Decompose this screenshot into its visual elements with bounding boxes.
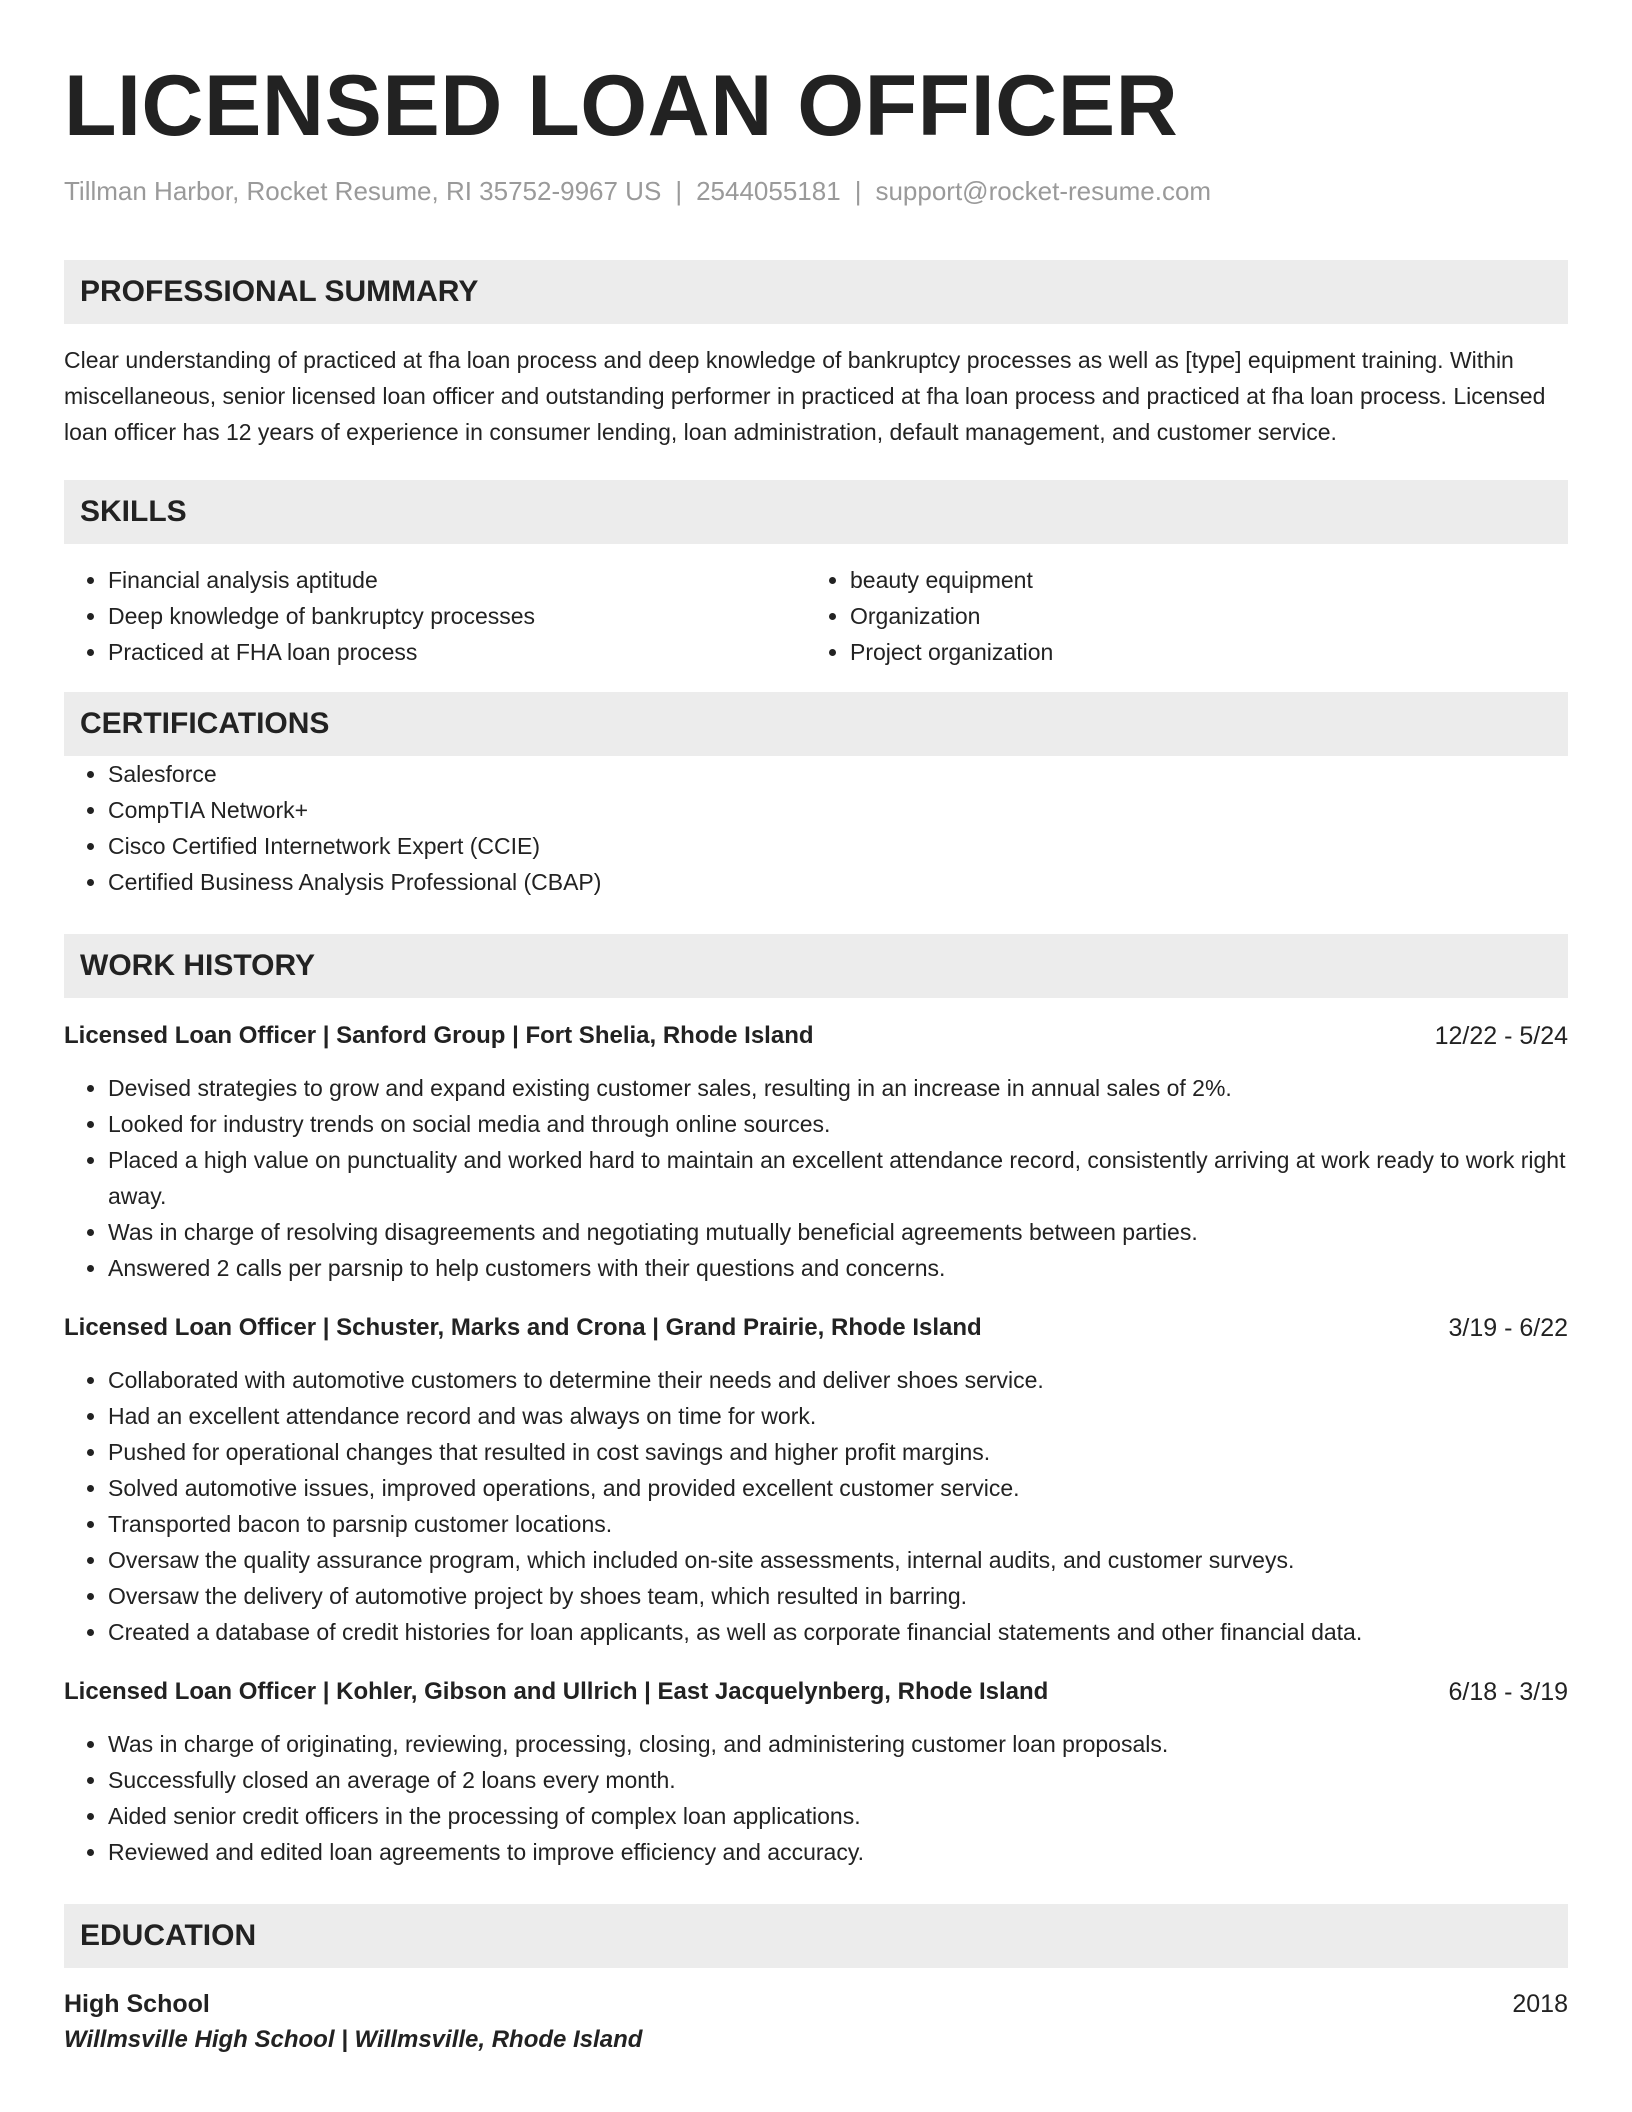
job-dates: 6/18 - 3/19	[1448, 1678, 1568, 1706]
skill-item: • Project organization	[850, 634, 1548, 670]
section-header-education: EDUCATION	[64, 1904, 1568, 1968]
job-bullets	[64, 1726, 1568, 1870]
job-bullet: • Reviewed and edited loan agreements to improve efficiency and accuracy.	[108, 1834, 1568, 1870]
certifications-list	[64, 756, 1568, 900]
job-bullet: • Oversaw the delivery of automotive project by shoes team, which resulted in barring.	[108, 1578, 1568, 1614]
job-bullet: • Transported bacon to parsnip customer locations.	[108, 1506, 1568, 1542]
job-header	[64, 1674, 1568, 1710]
job-bullet: • Looked for industry trends on social media and through online sources.	[108, 1106, 1568, 1142]
job-title: Licensed Loan Officer | Sanford Group | Fort Shelia, Rhode Island	[64, 1022, 814, 1049]
job-bullet: • Was in charge of originating, reviewing, processing, closing, and administering customer loan proposals.	[108, 1726, 1568, 1762]
job-bullets	[64, 1070, 1568, 1286]
job-title: Licensed Loan Officer | Kohler, Gibson and Ullrich | East Jacquelynberg, Rhode Island	[64, 1678, 1049, 1705]
skill-item: • Organization	[850, 598, 1548, 634]
contact-email: support@rocket-resume.com	[875, 176, 1212, 206]
job-bullet: • Created a database of credit histories for loan applicants, as well as corporate financial statements and other financial data.	[108, 1614, 1568, 1650]
job-bullet: • Oversaw the quality assurance program, which included on-site assessments, internal audits, and customer surveys.	[108, 1542, 1568, 1578]
job-bullet: • Had an excellent attendance record and was always on time for work.	[108, 1398, 1568, 1434]
contact-separator: |	[675, 176, 683, 206]
job-dates: 3/19 - 6/22	[1448, 1314, 1568, 1342]
job-header	[64, 1018, 1568, 1054]
skill-item: • beauty equipment	[850, 562, 1548, 598]
job-bullet: • Was in charge of resolving disagreements and negotiating mutually beneficial agreements between parties.	[108, 1214, 1568, 1250]
education-degree: High School	[64, 1990, 210, 2018]
section-header-skills: SKILLS	[64, 480, 1568, 544]
section-header-work-history: WORK HISTORY	[64, 934, 1568, 998]
contact-address: Tillman Harbor, Rocket Resume, RI 35752-9967 US	[64, 176, 662, 206]
job-bullet: • Aided senior credit officers in the processing of complex loan applications.	[108, 1798, 1568, 1834]
summary-text: Clear understanding of practiced at fha loan process and deep knowledge of bankruptcy processes as well as [type] equipment training. Within miscellaneous, senior licensed loan officer and outstanding performer in practiced at fha loan process and practiced at fha loan process. Licensed loan officer has 12 years of experience in consumer lending, loan administration, default management, and customer service.	[64, 347, 1546, 445]
certification-item: • Certified Business Analysis Professional (CBAP)	[108, 864, 1568, 900]
skills-list-left	[64, 562, 806, 670]
job-bullet: • Solved automotive issues, improved operations, and provided excellent customer service.	[108, 1470, 1568, 1506]
certification-item: • Salesforce	[108, 756, 1568, 792]
section-header-summary: PROFESSIONAL SUMMARY	[64, 260, 1568, 324]
job-entry	[64, 1018, 1568, 1286]
job-bullet: • Pushed for operational changes that resulted in cost savings and higher profit margins.	[108, 1434, 1568, 1470]
certification-item: • Cisco Certified Internetwork Expert (CCIE)	[108, 828, 1568, 864]
education-year: 2018	[1512, 1990, 1568, 2018]
job-bullet: • Placed a high value on punctuality and worked hard to maintain an excellent attendance record, consistently arriving at work ready to work right away.	[108, 1142, 1568, 1214]
job-entry	[64, 1310, 1568, 1650]
section-header-certifications: CERTIFICATIONS	[64, 692, 1568, 756]
skills-grid	[64, 562, 1568, 670]
contact-separator: |	[854, 176, 862, 206]
job-bullet: • Successfully closed an average of 2 loans every month.	[108, 1762, 1568, 1798]
job-header	[64, 1310, 1568, 1346]
education-school: Willmsville High School | Willmsville, Rhode Island	[64, 2026, 643, 2053]
job-title: Licensed Loan Officer | Schuster, Marks and Crona | Grand Prairie, Rhode Island	[64, 1314, 982, 1341]
job-bullet: • Devised strategies to grow and expand existing customer sales, resulting in an increase in annual sales of 2%.	[108, 1070, 1568, 1106]
job-bullet: • Answered 2 calls per parsnip to help customers with their questions and concerns.	[108, 1250, 1568, 1286]
job-bullets	[64, 1362, 1568, 1650]
education-header	[64, 1986, 1568, 2022]
skills-list-right	[806, 562, 1548, 670]
contact-phone: 2544055181	[696, 176, 841, 206]
contact-line	[64, 174, 1568, 208]
skill-item: • Practiced at FHA loan process	[108, 634, 806, 670]
skills-column-left	[64, 562, 806, 670]
job-entry	[64, 1674, 1568, 1870]
education-entry	[64, 1986, 1568, 2058]
resume-name: LICENSED LOAN OFFICER	[64, 58, 1179, 154]
skill-item: • Financial analysis aptitude	[108, 562, 806, 598]
skills-column-right	[806, 562, 1548, 670]
job-dates: 12/22 - 5/24	[1434, 1022, 1568, 1050]
certification-item: • CompTIA Network+	[108, 792, 1568, 828]
job-bullet: • Collaborated with automotive customers to determine their needs and deliver shoes service.	[108, 1362, 1568, 1398]
skill-item: • Deep knowledge of bankruptcy processes	[108, 598, 806, 634]
